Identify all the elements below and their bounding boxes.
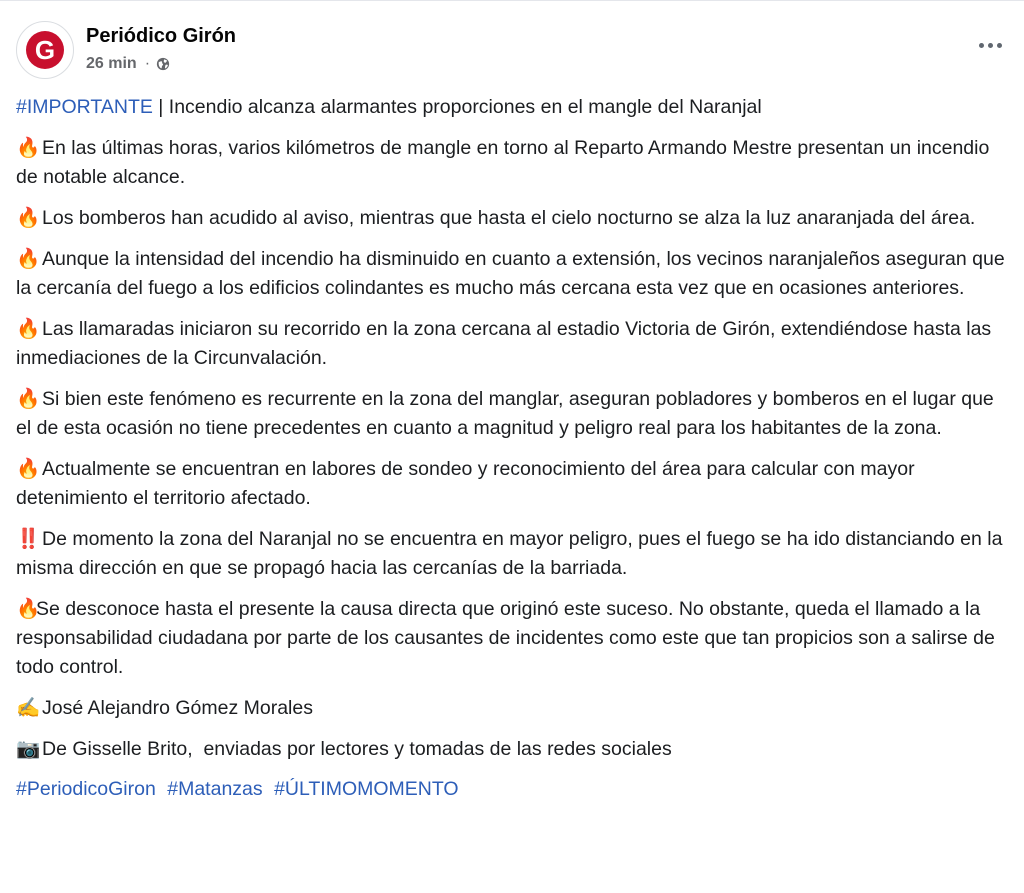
more-dot <box>988 43 993 48</box>
avatar-letter: G <box>34 35 56 65</box>
post-paragraph <box>16 384 1012 443</box>
post-header <box>16 19 1008 75</box>
post-paragraph <box>16 203 1012 233</box>
paragraph-text: Los bomberos han acudido al aviso, mientras que hasta el cielo nocturno se alza la luz anaranjada del área. <box>42 207 976 229</box>
paragraph-text: En las últimas horas, varios kilómetros de mangle en torno al Reparto Armando Mestre presentan un incendio de notable alcance. <box>16 137 990 188</box>
hashtag-link[interactable]: #ÚLTIMOMOMENTO <box>274 778 459 800</box>
page-avatar[interactable] <box>16 21 74 79</box>
page-name[interactable]: Periódico Girón <box>86 25 237 47</box>
double-exclamation-icon: ‼️ <box>16 527 41 550</box>
hashtag-link[interactable]: #Matanzas <box>167 778 263 800</box>
fire-icon: 🔥 <box>16 597 41 620</box>
post-body <box>16 93 1012 815</box>
post-hashtags <box>16 775 1012 804</box>
post-photo-credit <box>16 734 1012 764</box>
paragraph-text: Aunque la intensidad del incendio ha disminuido en cuanto a extensión, los vecinos naranjaleños aseguran que la cercanía del fuego a los edificios colindantes es mucho más cercana esta vez que en ocasiones anteriores. <box>16 248 1005 299</box>
post-paragraph <box>16 524 1012 583</box>
post-paragraph <box>16 244 1012 303</box>
more-options-icon[interactable] <box>972 33 1008 57</box>
fire-icon: 🔥 <box>16 247 41 270</box>
post-paragraph <box>16 314 1012 373</box>
post-author <box>16 693 1012 723</box>
fire-icon: 🔥 <box>16 136 41 159</box>
more-dot <box>997 43 1002 48</box>
paragraph-text: Las llamaradas iniciaron su recorrido en la zona cercana al estadio Victoria de Girón, extendiéndose hasta las inmediaciones de la Circunvalación. <box>16 318 992 369</box>
post-paragraph <box>16 454 1012 513</box>
headline-text: | Incendio alcanza alarmantes proporciones en el mangle del Naranjal <box>152 96 762 118</box>
hashtag-link[interactable]: #PeriodicoGiron <box>16 778 156 800</box>
paragraph-text: De momento la zona del Naranjal no se encuentra en mayor peligro, pues el fuego se ha ido distanciando en la misma dirección en que se propagó hacia las cercanías de la barriada. <box>16 528 1003 579</box>
fire-icon: 🔥 <box>16 206 41 229</box>
camera-icon: 📷 <box>16 737 41 760</box>
post-meta <box>86 55 170 73</box>
post-timestamp[interactable]: 26 min <box>86 55 137 72</box>
fire-icon: 🔥 <box>16 317 41 340</box>
post-paragraph <box>16 133 1012 192</box>
meta-separator: · <box>144 55 151 72</box>
paragraph-text: Se desconoce hasta el presente la causa directa que originó este suceso. No obstante, queda el llamado a la responsabilidad ciudadana por parte de los causantes de incidentes como este que tan propicios son a salirse de todo control. <box>16 598 995 678</box>
fire-icon: 🔥 <box>16 457 41 480</box>
hashtag-link[interactable]: #IMPORTANTE <box>16 96 153 118</box>
paragraph-text: Si bien este fenómeno es recurrente en la zona del manglar, aseguran pobladores y bomberos en el lugar que el de esta ocasión no tiene precedentes en cuanto a magnitud y peligro real para los habitantes de la zona. <box>16 388 994 439</box>
photo-credit-text: De Gisselle Brito, enviadas por lectores y tomadas de las redes sociales <box>42 738 672 760</box>
more-dot <box>979 43 984 48</box>
post-paragraph <box>16 594 1012 682</box>
post-headline <box>16 93 1012 122</box>
writing-hand-icon: ✍️ <box>16 696 41 719</box>
avatar-logo <box>26 31 64 69</box>
author-name: José Alejandro Gómez Morales <box>42 697 313 719</box>
fire-icon: 🔥 <box>16 387 41 410</box>
paragraph-text: Actualmente se encuentran en labores de sondeo y reconocimiento del área para calcular con mayor detenimiento el territorio afectado. <box>16 458 915 509</box>
globe-icon[interactable] <box>156 57 170 71</box>
